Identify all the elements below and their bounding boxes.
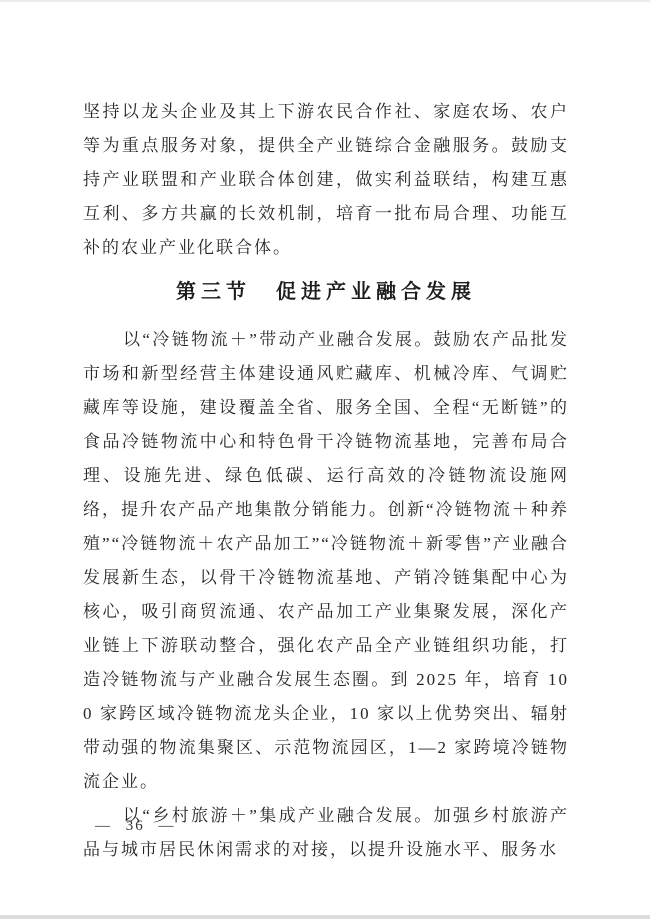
paragraph-continuation: 坚持以龙头企业及其上下游农民合作社、家庭农场、农户等为重点服务对象，提供全产业链综合金融服务。鼓励支持产业联盟和产业联合体创建，做实利益联结，构建互惠互利、多方共赢的长效机制，培育一批布局合理、功能互补的农业产业化联合体。: [83, 102, 569, 257]
scan-edge-bottom: [0, 915, 650, 919]
page-body: [83, 95, 569, 867]
scan-edge-top: [0, 0, 650, 2]
page-number: — 36 —: [95, 818, 176, 834]
paragraph-rural-tourism: 以“乡村旅游＋”集成产业融合发展。加强乡村旅游产品与城市居民休闲需求的对接，以提升设施水平、服务水: [83, 806, 569, 859]
paragraph-cold-chain-logistics: 以“冷链物流＋”带动产业融合发展。鼓励农产品批发市场和新型经营主体建设通风贮藏库、机械冷库、气调贮藏库等设施，建设覆盖全省、服务全国、全程“无断链”的食品冷链物流中心和特色骨干冷链物流基地，完善布局合理、设施先进、绿色低碳、运行高效的冷链物流设施网络，提升农产品产地集散分销能力。创新“冷链物流＋种养殖”“冷链物流＋农产品加工”“冷链物流＋新零售”产业融合发展新生态，以骨干冷链物流基地、产销冷链集配中心为核心，吸引商贸流通、农产品加工产业集聚发展，深化产业链上下游联动整合，强化农产品全产业链组织功能，打造冷链物流与产业融合发展生态圈。到 2025 年，培育 100 家跨区域冷链物流龙头企业，10 家以上优势突出、辐射带动强的物流集聚区、示范物流园区，1—2 家跨境冷链物流企业。: [83, 330, 569, 791]
section-heading: 第三节 促进产业融合发展: [176, 281, 476, 303]
